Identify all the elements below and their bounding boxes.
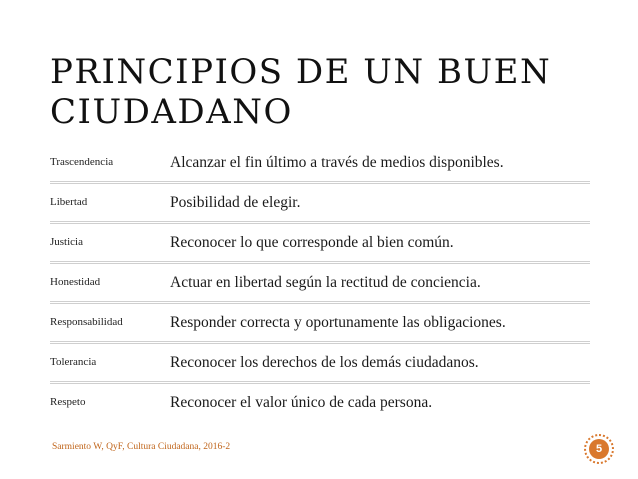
principle-name: Responsabilidad xyxy=(50,316,123,328)
principle-name: Honestidad xyxy=(50,276,101,288)
principle-description: Reconocer el valor único de cada persona. xyxy=(170,394,433,411)
principle-name: Libertad xyxy=(50,196,88,208)
principle-row xyxy=(50,181,590,221)
principle-row xyxy=(50,381,590,421)
principle-name: Respeto xyxy=(50,396,86,408)
principle-name: Tolerancia xyxy=(50,356,97,368)
principles-table xyxy=(50,141,590,421)
principle-description: Reconocer los derechos de los demás ciudadanos. xyxy=(170,354,479,371)
principle-name: Justicia xyxy=(50,236,83,248)
principle-row xyxy=(50,141,590,181)
principle-row xyxy=(50,221,590,261)
principle-name: Trascendencia xyxy=(50,156,114,168)
principle-row xyxy=(50,301,590,341)
principle-description: Alcanzar el fin último a través de medios disponibles. xyxy=(170,154,504,171)
principle-row xyxy=(50,261,590,301)
slide-title: PRINCIPIOS DE UN BUEN CIUDADANO xyxy=(50,52,552,132)
principle-row xyxy=(50,341,590,381)
page-number: 5 xyxy=(589,439,609,459)
principle-description: Reconocer lo que corresponde al bien común. xyxy=(170,234,454,251)
principle-description: Responder correcta y oportunamente las obligaciones. xyxy=(170,314,506,331)
page-number-badge xyxy=(584,434,614,464)
principle-description: Posibilidad de elegir. xyxy=(170,194,301,211)
footer-credit: Sarmiento W, QyF, Cultura Ciudadana, 2016-2 xyxy=(52,442,231,452)
principle-description: Actuar en libertad según la rectitud de conciencia. xyxy=(170,274,481,291)
